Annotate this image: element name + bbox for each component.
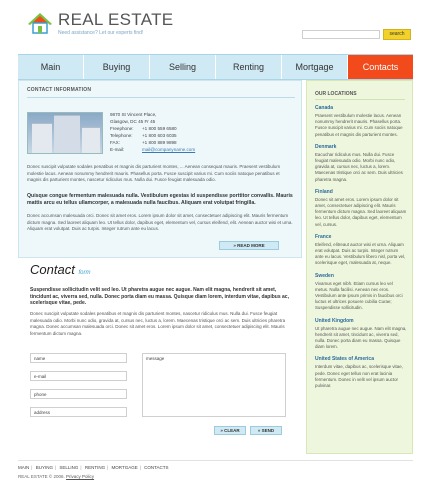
email-link[interactable]: mail@companyname.com	[142, 147, 196, 152]
info-paragraph-1: Donec suscipit vulputate sodales penatibus et magnis dis parturient montes, ... Aenean consequat mauris. Praesent vestibulum molestie lacus. Aenean nonummy hendrerit mauris. Phasellus porta. Fusce suscipit varius mi. Cum sociis natoque penatibus et magnis dis parturient montes, nascetur ridiculus mus. Nulla dui. Fusce feugiat malesuada odio.	[27, 164, 281, 182]
house-logo-icon	[28, 12, 52, 34]
site-tagline: Need assistance? Let our experts find!	[58, 30, 144, 36]
contact-intro-text: Donec suscipit vulputate sodales penatibus et magnis dis parturient montes, nascetur ridiculus mus. Nulla dui. Fusce feugiat malesuada odio. Morbi nunc odio, gravida at, cursus nec, luctus a, lorem. Maecenas tristique orci ac sem. Duis ultricies pharetra magna. Donec accumsan malesuada orci. Donec sit amet eros. Lorem ipsum dolor sit amet, consectetuer adipiscing elit. Mauris fermentum dictum magna.	[30, 311, 286, 336]
footer-copyright	[18, 474, 94, 479]
telephone-label: Telephone:	[110, 133, 133, 138]
privacy-policy-link[interactable]: Privacy Policy	[66, 474, 95, 479]
fax-value: +1 800 889 9898	[142, 140, 177, 145]
contact-intro-bold: Suspendisse sollicitudin velit sed leo. Ut pharetra augue nec augue. Nam elit magna, hendrerit sit amet, tincidunt ac, viverra sed, nulla. Donec porta diam eu massa. Quisque diam lorem, interdum vitae, dapibus ac, scelerisque vitae, pede.	[30, 287, 289, 306]
message-textarea[interactable]: message	[142, 353, 286, 417]
address-field[interactable]: address	[30, 407, 127, 417]
send-button[interactable]: » SEND	[250, 426, 282, 435]
copyright-text: REAL ESTATE © 2006.	[18, 474, 65, 479]
info-paragraph-2: Quisque congue fermentum malesuada nulla. Vestibulum egestas id suspendisse porttitor convallis. Mauris mattis arcu eu tellus ullamcorper, a malesuada nulla faucibus. Aliquam erat volutpat fringilla.	[27, 193, 293, 206]
locations-list	[315, 105, 407, 395]
address-block	[110, 111, 285, 153]
nav-item-buying[interactable]: Buying	[84, 55, 150, 79]
nav-item-main[interactable]: Main	[18, 55, 84, 79]
footer-link-renting[interactable]: RENTING	[84, 465, 106, 470]
nav-item-selling[interactable]: Selling	[150, 55, 216, 79]
search-button[interactable]: search	[383, 29, 411, 40]
office-building-photo	[27, 112, 103, 154]
main-content	[18, 80, 302, 454]
search-input[interactable]	[302, 30, 380, 39]
phone-field[interactable]: phone	[30, 389, 127, 399]
location-text: Praesent vestibulum molestie lacus. Aenean nonummy hendrerit mauris. Phasellus porta. Fusce suscipit varius mi. Cum sociis natoque penatibus et magnis dis parturient montes.	[315, 113, 403, 137]
location-country[interactable]: United Kingdom	[315, 317, 354, 324]
telephone-value: +1 800 603 6035	[142, 133, 177, 138]
address-line-1: 9870 St Vincent Place,	[110, 112, 157, 117]
clear-button[interactable]: » CLEAR	[214, 426, 246, 435]
location-country[interactable]: France	[315, 233, 332, 240]
email-label: E-mail:	[110, 147, 125, 152]
fax-label: FAX:	[110, 140, 120, 145]
location-text: Interdum vitae, dapibus ac, scelerisque vitae, pede. Donec eget tellus non erat lacinia fermentum. Donec in velit vel ipsum auctor pulvinar.	[315, 364, 403, 389]
email-field[interactable]: e-mail	[30, 371, 127, 381]
locations-sidebar	[306, 80, 413, 454]
nav-item-contacts[interactable]: Contacts	[348, 55, 413, 79]
footer-link-contacts[interactable]: CONTACTS	[144, 465, 169, 470]
contact-info-panel	[18, 80, 302, 258]
locations-heading: OUR LOCATIONS	[315, 91, 357, 97]
footer-link-main[interactable]: MAIN	[18, 465, 30, 470]
location-country[interactable]: United States of America	[315, 356, 374, 363]
footer-link-selling[interactable]: SELLING	[59, 465, 79, 470]
footer-divider	[18, 460, 413, 461]
nav-item-mortgage[interactable]: Mortgage	[282, 55, 348, 79]
location-country[interactable]: Sweden	[315, 272, 334, 279]
divider	[315, 99, 405, 100]
location-text: Donec sit amet eros. Lorem ipsum dolor sit amet, consectetuer adipiscing elit. Mauris fermentum dictum magna. Sed laoreet aliquam leo. Ut tellus dolor, dapibus eget, elementum vel, cursus.	[315, 196, 407, 227]
divider	[27, 97, 295, 98]
read-more-button[interactable]: » READ MORE	[219, 241, 279, 250]
location-text: Eleifend, elitreaut auctor wisi et urna. Aliquam erat volutpat. Duis ac turpis. Integer rutrum ante eu lacus. Vestibulum libero nisl, porta vel, scelerisque eget, malesuada at, neque.	[315, 241, 406, 266]
freephone-value: +1 800 559 6580	[142, 126, 177, 131]
contact-info-heading: CONTACT INFORMATION	[27, 87, 92, 93]
nav-item-renting[interactable]: Renting	[216, 55, 282, 79]
location-country[interactable]: Denmark	[315, 143, 337, 150]
footer-link-buying[interactable]: BUYING	[35, 465, 53, 470]
location-text: Eacuchar ridiculus mus. Nulla dui. Fusce feugiat malesuada odio. Morbi nunc odio, gravida at, cursus nec, luctus a, lorem. Maecenas tristique orci ac sem. Duis ultricies pharetra magna.	[315, 151, 403, 182]
info-paragraph-3: Donec accumsan malesuada orci. Donec sit amet eros. Lorem ipsum dolor sit amet, consectetuer adipiscing elit. Mauris fermentum dictum magna. Sed laoreet aliquam leo. Ut tellus dolor, dapibus eget, elementum vel, cursus eleifend, elit. Aenean auctor wisi et urna. Aliquam erat volutpat. Duis ac turpis. Integer rutrum ante eu lacus.	[27, 213, 293, 231]
footer-nav: MAIN | BUYING | SELLING | RENTING | MORTGAGE | CONTACTS	[18, 465, 169, 470]
address-line-2: Glasgow, DC 45 Fr 45	[110, 119, 156, 124]
read-more-label: READ MORE	[237, 243, 265, 248]
main-nav	[18, 54, 413, 80]
location-text: Vivamus eget nibh. Etiam cursus leo vel metus. Nulla facilisi. Aenean nec eros. Vestibulum ante ipsum primis in faucibus orci luctus et ultrices posuere cubilia Curae; Suspendisse sollicitudin.	[315, 280, 403, 311]
footer-link-mortgage[interactable]: MORTGAGE	[111, 465, 138, 470]
freephone-label: Freephone:	[110, 126, 134, 131]
location-text: Ut pharetra augue nec augue. Nam elit magna, hendrerit sit amet, tincidunt ac, viverra sed, nulla. Donec porta diam eu massa. Quisque diam lorem.	[315, 325, 407, 350]
location-country[interactable]: Canada	[315, 105, 334, 111]
location-country[interactable]: Finland	[315, 188, 333, 195]
contact-form-title-small: form	[78, 270, 91, 276]
contact-form-title: Contact form	[30, 262, 91, 277]
name-field[interactable]: name	[30, 353, 127, 363]
site-title: REAL ESTATE	[58, 10, 174, 29]
